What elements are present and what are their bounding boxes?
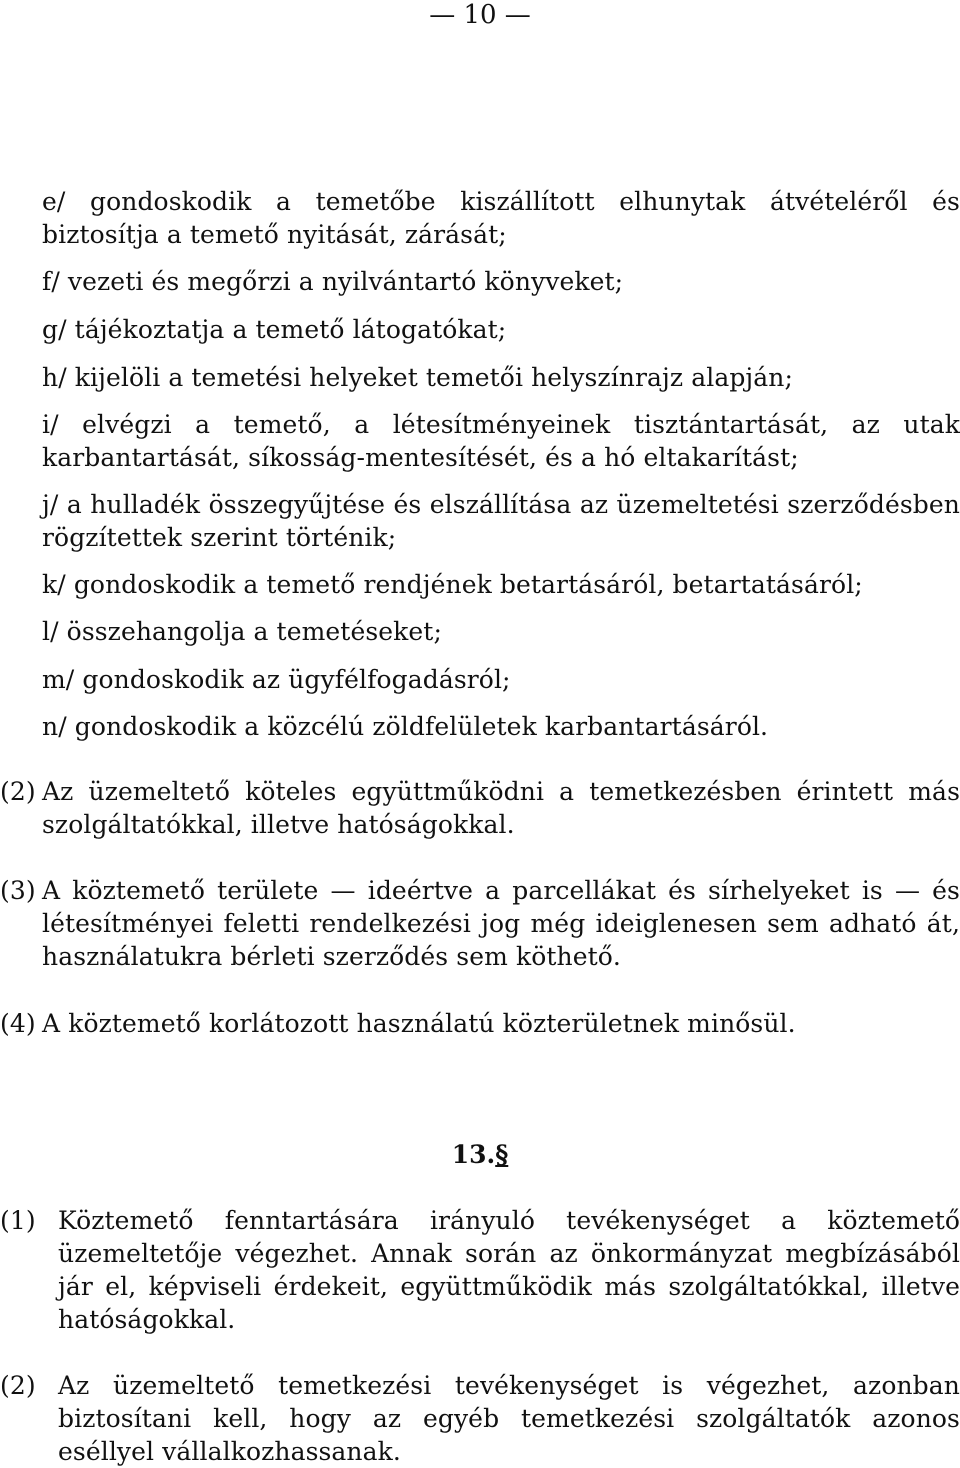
list-item-g: g/ tájékoztatja a temető látogatókat; (42, 315, 507, 344)
list-item-l: l/ összehangolja a temetéseket; (42, 617, 442, 646)
list-item-f: f/ vezeti és megőrzi a nyilvántartó könyveket; (42, 267, 624, 296)
paragraph-number: (4) (0, 1009, 36, 1038)
section-sign: § (495, 1140, 509, 1169)
list-item-k: k/ gondoskodik a temető rendjének betartásáról, betartatásáról; (42, 570, 863, 599)
section-number: 13. (451, 1140, 496, 1169)
section-13-paragraph-2 (0, 1369, 960, 1468)
section-13-paragraph-1 (0, 1204, 960, 1336)
paragraph-text: Az üzemeltető temetkezési tevékenységet is végezhet, azonban biztosítani kell, hogy az egyéb temetkezési szolgáltatók azonos eséllyel vállalkozhassanak. (58, 1371, 960, 1466)
paragraph-text: Az üzemeltető köteles együttműködni a temetkezésben érintett más szolgáltatókkal, illetve hatóságokkal. (42, 777, 960, 839)
paragraph-text: A köztemető korlátozott használatú közterületnek minősül. (42, 1009, 796, 1038)
list-item-i: i/ elvégzi a temető, a létesítményeinek tisztántartását, az utak karbantartását, síkosság-mentesítését, és a hó eltakarítást; (42, 410, 960, 472)
paragraph-text: A köztemető területe — ideértve a parcellákat és sírhelyeket is — és létesítményei feletti rendelkezési jog még ideiglenesen sem adható át, használatukra bérleti szerződés sem köthető. (42, 876, 960, 971)
paragraph-number: (2) (0, 1371, 36, 1400)
list-item-m: m/ gondoskodik az ügyfélfogadásról; (42, 665, 511, 694)
list-item-e: e/ gondoskodik a temetőbe kiszállított elhunytak átvételéről és biztosítja a temető nyitását, zárását; (42, 187, 960, 249)
paragraph-number: (3) (0, 876, 36, 905)
list-item-n: n/ gondoskodik a közcélú zöldfelületek karbantartásáról. (42, 712, 769, 741)
paragraph-2 (0, 775, 960, 841)
paragraph-4 (0, 1007, 960, 1040)
section-heading-13 (0, 1138, 960, 1171)
list-item-j: j/ a hulladék összegyűjtése és elszállítása az üzemeltetési szerződésben rögzítettek szerint történik; (42, 490, 960, 552)
page-number: — 10 — (429, 0, 531, 30)
list-item-h: h/ kijelöli a temetési helyeket temetői helyszínrajz alapján; (42, 363, 794, 392)
paragraph-3 (0, 874, 960, 973)
paragraph-text: Köztemető fenntartására irányuló tevékenységet a köztemető üzemeltetője végezhet. Annak során az önkormányzat megbízásából jár el, képviseli érdekeit, együttműködik más szolgáltatókkal, illetve hatóságokkal. (58, 1206, 960, 1334)
paragraph-number: (2) (0, 777, 36, 806)
paragraph-number: (1) (0, 1206, 36, 1235)
